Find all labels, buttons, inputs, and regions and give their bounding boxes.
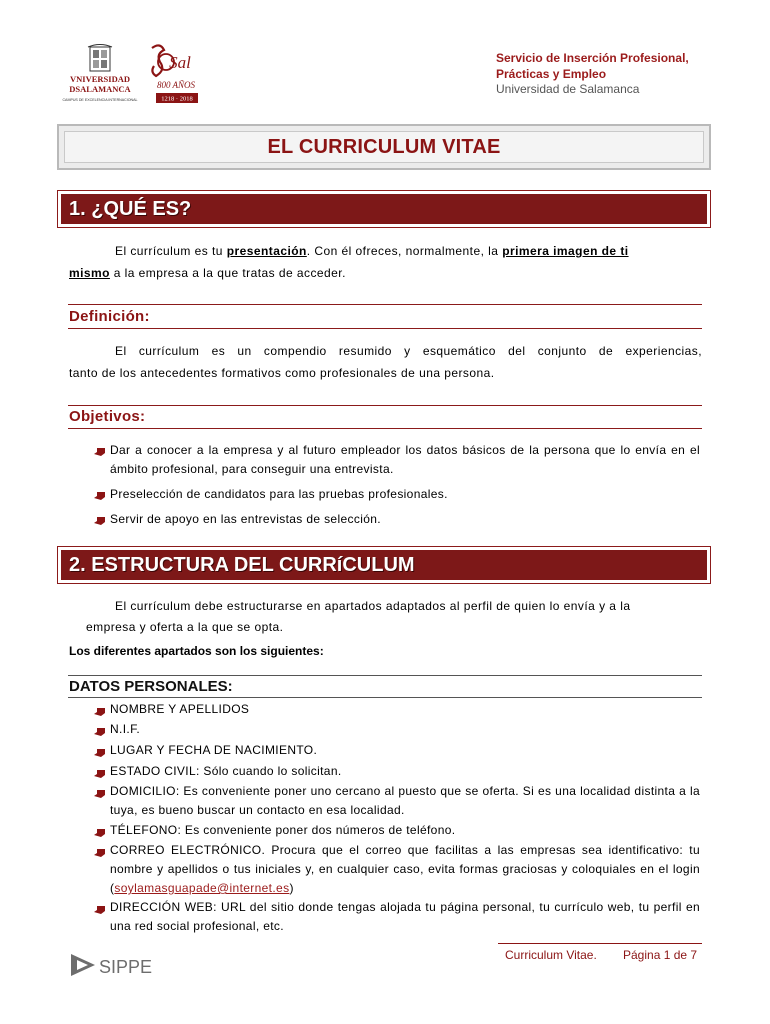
document-title-box [57, 124, 711, 170]
svg-text:DSALAMANCA: DSALAMANCA [69, 84, 131, 94]
arrow-bullet-icon [88, 901, 108, 915]
objetivos-bottom-rule [68, 428, 702, 429]
datos-top-rule [68, 675, 702, 676]
dato-item: DIRECCIÓN WEB: URL del sitio donde tengas alojada tu página personal, tu currículo web, tu perfil en una red social profesional, etc. [110, 900, 700, 933]
service-name-line2: Prácticas y Empleo [496, 66, 607, 81]
apartados-label: Los diferentes apartados son los siguientes: [69, 644, 324, 658]
svg-text:Sal: Sal [169, 53, 191, 72]
svg-text:SIPPE: SIPPE [99, 957, 153, 977]
svg-text:VNIVERSIDAD: VNIVERSIDAD [70, 74, 130, 84]
dato-item-correo: CORREO ELECTRÓNICO. Procura que el correo que facilitas a las empresas sea identificativo: tu nombre y apellidos o tus iniciales y, en cualquier caso, evita formas graciosas y coloquiales en el login (soylamasguapade@internet.es) [110, 843, 700, 895]
arrow-bullet-icon [88, 703, 108, 717]
dato-item: LUGAR Y FECHA DE NACIMIENTO. [110, 743, 318, 757]
section-1-header [57, 190, 711, 228]
arrow-bullet-icon [88, 443, 108, 457]
definicion-top-rule [68, 304, 702, 305]
footer-page-number: Página 1 de 7 [623, 948, 698, 962]
section-1-title: 1. ¿QUÉ ES? [69, 197, 192, 220]
definicion-bottom-rule [68, 328, 702, 329]
section-2-intro: El currículum debe estructurarse en apartados adaptados al perfil de quien lo envía y a la empresa y oferta a la que se opta. [86, 599, 631, 634]
section-2-header [57, 546, 711, 584]
section-1-intro: El currículum es tu presentación. Con él ofreces, normalmente, la primera imagen de ti mismo a la empresa a la que tratas de acceder. [69, 244, 629, 280]
datos-bottom-rule [68, 697, 702, 698]
objetivo-item: Servir de apoyo en las entrevistas de selección. [110, 512, 381, 526]
university-name: Universidad de Salamanca [496, 82, 640, 96]
objetivos-top-rule [68, 405, 702, 406]
university-crest-icon [88, 45, 112, 72]
dato-item: N.I.F. [110, 722, 141, 736]
footer-rule [498, 943, 702, 944]
document-title: EL CURRICULUM VITAE [267, 135, 501, 158]
service-name-line1: Servicio de Inserción Profesional, [496, 51, 689, 65]
arrow-bullet-icon [88, 785, 108, 799]
svg-text:800 AÑOS: 800 AÑOS [156, 80, 196, 90]
objetivo-item: Dar a conocer a la empresa y al futuro empleador los datos básicos de la persona que lo envía en el ámbito profesional, para conseguir una entrevista. [110, 443, 700, 476]
section-2-title: 2. ESTRUCTURA DEL CURRíCULUM [69, 553, 415, 576]
anniversary-logo [146, 40, 208, 106]
arrow-bullet-icon [88, 723, 108, 737]
university-logo [60, 44, 140, 106]
dato-item: DOMICILIO: Es conveniente poner uno cercano al puesto que se oferta. Si es una localidad distinta a la tuya, es bueno buscar un contacto en esa localidad. [110, 784, 700, 817]
dato-item: NOMBRE Y APELLIDOS [110, 702, 250, 716]
dato-item: ESTADO CIVIL: Sólo cuando lo solicitan. [110, 764, 342, 778]
definicion-heading: Definición: [69, 308, 150, 325]
arrow-bullet-icon [88, 487, 108, 501]
datos-personales-heading: DATOS PERSONALES: [69, 678, 233, 695]
service-info [496, 51, 689, 98]
arrow-bullet-icon [88, 512, 108, 526]
email-example-link[interactable]: soylamasguapade@internet.es [114, 881, 290, 895]
sippe-arrow-icon [71, 954, 95, 976]
sippe-logo [69, 951, 159, 979]
objetivo-item: Preselección de candidatos para las pruebas profesionales. [110, 487, 448, 501]
definicion-text: El currículum es un compendio resumido y esquemático del conjunto de experiencias, tanto de los antecedentes formativos como profesionales de una persona. [69, 344, 702, 380]
svg-text:1218 · 2018: 1218 · 2018 [161, 95, 193, 103]
arrow-bullet-icon [88, 824, 108, 838]
svg-text:CAMPUS DE EXCELENCIA INTERNACI: CAMPUS DE EXCELENCIA INTERNACIONAL [62, 98, 138, 102]
dato-item: TÉLEFONO: Es conveniente poner dos números de teléfono. [110, 823, 456, 837]
arrow-bullet-icon [88, 744, 108, 758]
arrow-bullet-icon [88, 844, 108, 858]
arrow-bullet-icon [88, 765, 108, 779]
objetivos-heading: Objetivos: [69, 408, 146, 425]
footer-doc-name: Curriculum Vitae. [505, 948, 597, 962]
